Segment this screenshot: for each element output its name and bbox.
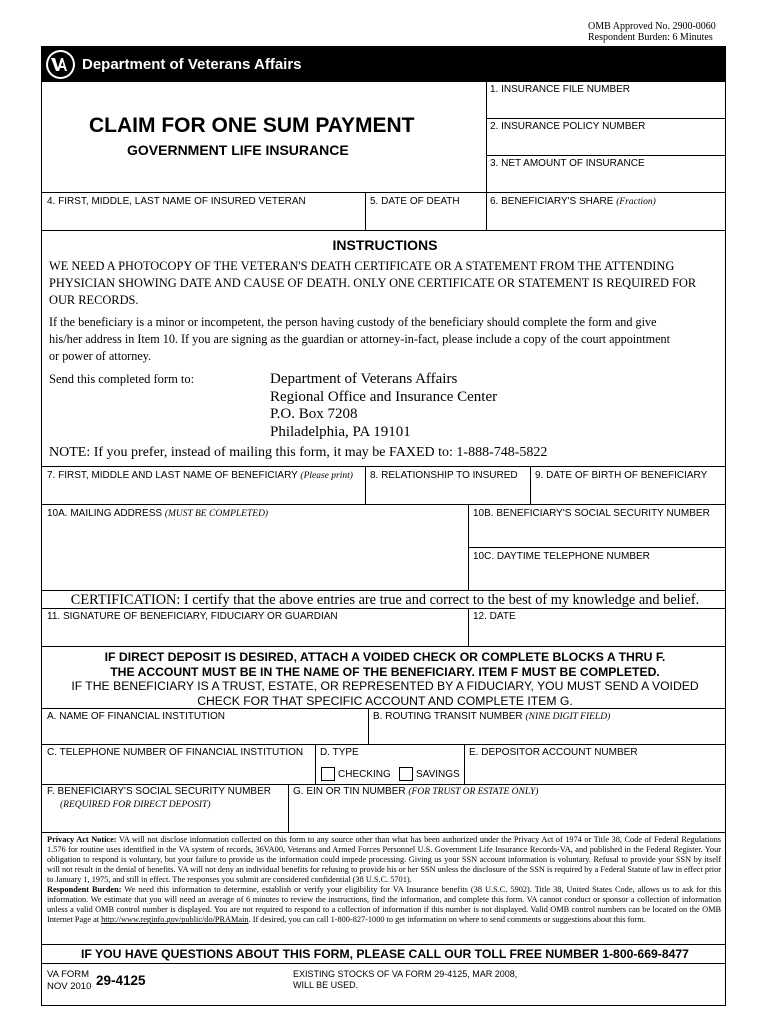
field-label-ein-tin: G. EIN OR TIN NUMBER (FOR TRUST OR ESTATE ONLY) <box>293 786 539 797</box>
institution-phone-input[interactable] <box>47 762 311 780</box>
omb-approval <box>588 21 716 43</box>
signature-input[interactable] <box>47 625 463 643</box>
field-label-beneficiary-share: 6. BENEFICIARY'S SHARE (Fraction) <box>490 196 656 207</box>
field-label-relationship: 8. RELATIONSHIP TO INSURED <box>370 470 518 481</box>
agency-header-bar <box>41 46 726 82</box>
field-label-financial-institution: A. NAME OF FINANCIAL INSTITUTION <box>47 711 225 722</box>
field-label-institution-phone: C. TELEPHONE NUMBER OF FINANCIAL INSTITUTION <box>47 747 304 758</box>
send-to-label: Send this completed form to: <box>49 372 195 386</box>
instructions-paragraph-1: WE NEED A PHOTOCOPY OF THE VETERAN'S DEATH CERTIFICATE OR A STATEMENT FROM THE ATTENDING PHYSICIAN SHOWING DATE AND CAUSE OF DEATH. ONLY ONE CERTIFICATE OR STATEMENT IS REQUIRED FOR OUR RECORDS. <box>49 259 697 307</box>
omb-url-link[interactable]: http://www.reginfo.gov/public/do/PRAMain <box>101 915 249 925</box>
relationship-input[interactable] <box>370 484 526 501</box>
direct-deposit-ssn-input[interactable] <box>47 812 284 829</box>
respondent-burden: Respondent Burden: 6 Minutes <box>588 32 713 43</box>
toll-free-notice: IF YOU HAVE QUESTIONS ABOUT THIS FORM, PLEASE CALL OUR TOLL FREE NUMBER 1-800-669-8477 <box>81 947 689 961</box>
net-amount-input[interactable] <box>490 172 722 189</box>
fax-note: NOTE: If you prefer, instead of mailing this form, it may be FAXED to: 1-888-748-5822 <box>49 445 548 460</box>
field-label-routing-number: B. ROUTING TRANSIT NUMBER (NINE DIGIT FIELD) <box>373 711 611 722</box>
insurance-policy-number-input[interactable] <box>490 135 722 152</box>
field-label-signature: 11. SIGNATURE OF BENEFICIARY, FIDUCIARY OR GUARDIAN <box>47 611 338 622</box>
field-label-veteran-name: 4. FIRST, MIDDLE, LAST NAME OF INSURED VETERAN <box>47 196 306 207</box>
financial-institution-input[interactable] <box>47 725 363 741</box>
ein-tin-input[interactable] <box>293 802 721 828</box>
field-label-insurance-file-number: 1. INSURANCE FILE NUMBER <box>490 84 631 95</box>
beneficiary-ssn-input[interactable] <box>473 524 721 542</box>
mailing-address-input[interactable] <box>47 522 463 586</box>
field-label-insurance-policy-number: 2. INSURANCE POLICY NUMBER <box>490 121 646 132</box>
date-input[interactable] <box>473 625 721 643</box>
field-label-daytime-phone: 10C. DAYTIME TELEPHONE NUMBER <box>473 551 650 562</box>
footer-va-form: VA FORM <box>47 969 90 980</box>
field-label-account-number: E. DEPOSITOR ACCOUNT NUMBER <box>469 747 638 758</box>
instructions-paragraph-2: If the beneficiary is a minor or incompetent, the person having custody of the beneficiary should complete the form and give his/her address in Item 10. If you are signing as the guardian or attorney-in-fact, please include a copy of the court appointment or power of attorney. <box>49 315 671 363</box>
field-label-net-amount: 3. NET AMOUNT OF INSURANCE <box>490 158 645 169</box>
date-of-death-input[interactable] <box>370 210 482 227</box>
direct-deposit-ssn-note: (REQUIRED FOR DIRECT DEPOSIT) <box>60 800 211 810</box>
footer-form-number: 29-4125 <box>96 973 146 988</box>
field-label-account-type: D. TYPE <box>320 747 359 758</box>
field-label-beneficiary-ssn: 10B. BENEFICIARY'S SOCIAL SECURITY NUMBER <box>473 508 710 519</box>
account-number-input[interactable] <box>469 762 721 780</box>
va-logo-icon <box>45 49 76 80</box>
respondent-burden-notice: Respondent Burden: We need this information to determine, establish or verify your eligibility for VA Insurance benefits (38 U.S.C. 5902). Title 38, United States Code, allows us to ask for this information. We estimate that you will need an average of 6 minutes to review the instructions, find the information, and complete this form. VA cannot conduct or sponsor a collection of information unless a valid OMB control number is displayed. You are not required to respond to a collection of information if this number is not displayed. Valid OMB control numbers can be located on the OMB Internet Page at http://www.reginfo.gov/public/do/PRAMain. If desired, you can call 1-800-827-1000 to get information on where to send comments or suggestions about this form. <box>47 885 721 925</box>
daytime-phone-input[interactable] <box>473 567 721 585</box>
field-label-beneficiary-name: 7. FIRST, MIDDLE AND LAST NAME OF BENEFICIARY (Please print) <box>47 470 353 481</box>
routing-number-input[interactable] <box>373 725 721 741</box>
form-title: CLAIM FOR ONE SUM PAYMENT <box>89 114 415 137</box>
field-label-date: 12. DATE <box>473 611 516 622</box>
beneficiary-share-input[interactable] <box>490 210 722 227</box>
field-label-direct-deposit-ssn: F. BENEFICIARY'S SOCIAL SECURITY NUMBER <box>47 786 271 797</box>
footer-form-date: NOV 2010 <box>47 981 92 992</box>
field-label-mailing-address: 10A. MAILING ADDRESS (MUST BE COMPLETED) <box>47 508 269 519</box>
instructions-heading: INSTRUCTIONS <box>332 237 438 253</box>
insurance-file-number-input[interactable] <box>490 98 722 115</box>
certification-statement: CERTIFICATION: I certify that the above entries are true and correct to the best of my knowledge and belief. <box>70 592 700 608</box>
footer-existing-stocks: EXISTING STOCKS OF VA FORM 29-4125, MAR 2008, WILL BE USED. <box>293 969 518 990</box>
checking-checkbox[interactable] <box>321 767 335 781</box>
field-label-beneficiary-dob: 9. DATE OF BIRTH OF BENEFICIARY <box>535 470 708 481</box>
omb-number: OMB Approved No. 2900-0060 <box>588 21 716 32</box>
privacy-act-notice: Privacy Act Notice: VA will not disclose information collected on this form to any source other than what has been authorized under the Privacy Act of 1974 or Title 38, Code of Federal Regulations 1.576 for routine uses identified in the VA system of records, 36VA00, Veterans and Armed Forces Personnel U.S. Government Life Insurance Records-VA, and published in the Federal Register. Your obligation to respond is voluntary, but your failure to provide us the information could impede processing. Giving us your SSN account information is voluntary. Refusal to provide your SSN by itself will not result in the denial of benefits. VA will not deny an individual benefits for refusing to provide his or her SSN unless the disclosure of the SSN is required by a Federal Statute of law in effect prior to January 1, 1975, and still in effect. The responses you submit are considered confidential (38 U.S.C. 5701). <box>47 835 721 885</box>
beneficiary-name-input[interactable] <box>47 484 361 501</box>
agency-name: Department of Veterans Affairs <box>82 56 302 73</box>
savings-label: SAVINGS <box>416 769 460 780</box>
beneficiary-dob-input[interactable] <box>535 484 721 501</box>
form-subtitle: GOVERNMENT LIFE INSURANCE <box>127 142 349 158</box>
savings-checkbox[interactable] <box>399 767 413 781</box>
mailing-address: Department of Veterans Affairs Regional Office and Insurance Center P.O. Box 7208 Philadelphia, PA 19101 <box>270 371 498 440</box>
veteran-name-input[interactable] <box>47 210 361 227</box>
field-label-date-of-death: 5. DATE OF DEATH <box>370 196 460 207</box>
direct-deposit-instructions: IF DIRECT DEPOSIT IS DESIRED, ATTACH A VOIDED CHECK OR COMPLETE BLOCKS A THRU F. THE ACCOUNT MUST BE IN THE NAME OF THE BENEFICIARY. ITEM F MUST BE COMPLETED. IF THE BENEFICIARY IS A TRUST, ESTATE, OR REPRESENTED BY A FIDUCIARY, YOU MUST SEND A VOIDED CHECK FOR THAT SPECIFIC ACCOUNT AND COMPLETE ITEM G. <box>71 650 699 709</box>
checking-label: CHECKING <box>338 769 391 780</box>
